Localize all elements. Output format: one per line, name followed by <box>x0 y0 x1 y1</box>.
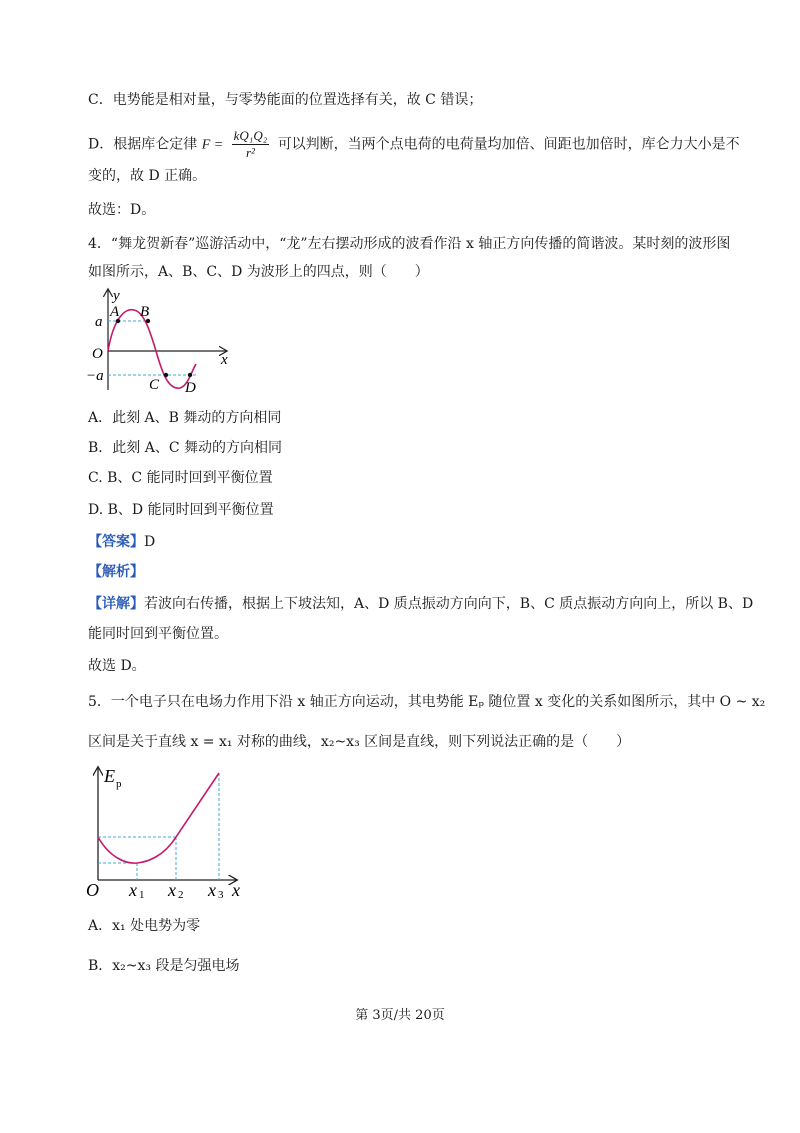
q5-option-a: A．x₁ 处电势为零 <box>88 918 201 934</box>
q4-y-label: y <box>113 288 120 304</box>
q3-option-c: C．电势能是相对量，与零势能面的位置选择有关，故 C 错误； <box>88 92 483 108</box>
q4-stem-line1: 4．“舞龙贺新春”巡游活动中，“龙”左右摆动形成的波看作沿 x 轴正方向传播的简谐波。某时刻的波形图 <box>88 236 731 252</box>
q5-option-b: B．x₂~x₃ 段是匀强电场 <box>88 958 240 974</box>
page-footer: 第 3页/共 20页 <box>355 1008 445 1023</box>
q5-y-label: E <box>104 766 115 786</box>
q3-option-d-continued: 变的，故 D 正确。 <box>88 168 207 184</box>
q4-label-c: C <box>149 377 160 393</box>
detail-text: 若波向右传播，根据上下坡法知，A、D 质点振动方向向下，B、C 质点振动方向向上，所以 B、D <box>144 596 754 612</box>
q5-y-subscript: p <box>116 778 122 790</box>
q5-x1-subscript: 1 <box>139 889 145 898</box>
q4-answer <box>88 532 155 552</box>
q4-option-c: C. B、C 能同时回到平衡位置 <box>88 470 273 486</box>
q4-label-b: B <box>140 304 150 320</box>
q4-label-d: D <box>185 380 196 396</box>
q4-a-label: a <box>95 314 103 330</box>
q5-x2-subscript: 2 <box>178 889 184 898</box>
q3-answer: 故选：D。 <box>88 202 156 218</box>
q3-option-d-suffix: 可以判断，当两个点电荷的电荷量均加倍、间距也加倍时，库仑力大小是不 <box>277 136 740 153</box>
q4-label-a: A <box>110 304 120 320</box>
q3-option-d <box>88 128 740 162</box>
q4-option-b: B．此刻 A、C 舞动的方向相同 <box>88 440 283 456</box>
q4-option-d: D. B、D 能同时回到平衡位置 <box>88 502 274 518</box>
detail-tag: 【详解】 <box>88 596 144 612</box>
q4-stem-line2: 如图所示，A、B、C、D 为波形上的四点，则（ ） <box>88 264 429 280</box>
q5-x3-subscript: 3 <box>218 889 224 898</box>
q4-conclusion: 故选 D。 <box>88 658 146 674</box>
q4-neg-a-label: −a <box>86 368 104 384</box>
q4-origin-label: O <box>92 346 103 362</box>
q5-stem-line1: 5．一个电子只在电场力作用下沿 x 轴正方向运动，其电势能 Eₚ 随位置 x 变化的关系如图所示，其中 O ~ x₂ <box>88 694 766 710</box>
coulomb-formula-fraction <box>232 128 270 161</box>
q5-origin-label: O <box>86 880 99 898</box>
answer-tag: 【答案】 <box>88 534 144 550</box>
q4-point-d <box>188 373 192 377</box>
answer-value: D <box>144 534 156 550</box>
q4-option-a: A．此刻 A、B 舞动的方向相同 <box>88 410 282 426</box>
q4-x-label: x <box>221 352 228 368</box>
q5-ep-figure <box>86 760 256 898</box>
q4-point-c <box>164 373 168 377</box>
analysis-tag: 【解析】 <box>88 564 144 580</box>
q4-analysis-tag <box>88 562 144 582</box>
coulomb-formula-lhs: F = <box>201 137 224 153</box>
q5-x-axis-label: x <box>232 880 240 898</box>
q4-wave-figure <box>86 286 246 396</box>
q5-x1-label: x <box>129 880 137 898</box>
q5-x2-label: x <box>168 880 176 898</box>
coulomb-numerator: kQ₁Q₂ <box>233 128 268 143</box>
q4-detail-line2: 能同时回到平衡位置。 <box>88 626 228 642</box>
q5-x3-label: x <box>208 880 216 898</box>
q4-detail-line1 <box>88 594 753 614</box>
coulomb-denominator: r² <box>245 145 255 160</box>
q3-option-d-prefix: D．根据库仑定律 <box>88 136 198 153</box>
q5-stem-line2: 区间是关于直线 x = x₁ 对称的曲线，x₂~x₃ 区间是直线，则下列说法正确的是（ ） <box>88 734 631 750</box>
